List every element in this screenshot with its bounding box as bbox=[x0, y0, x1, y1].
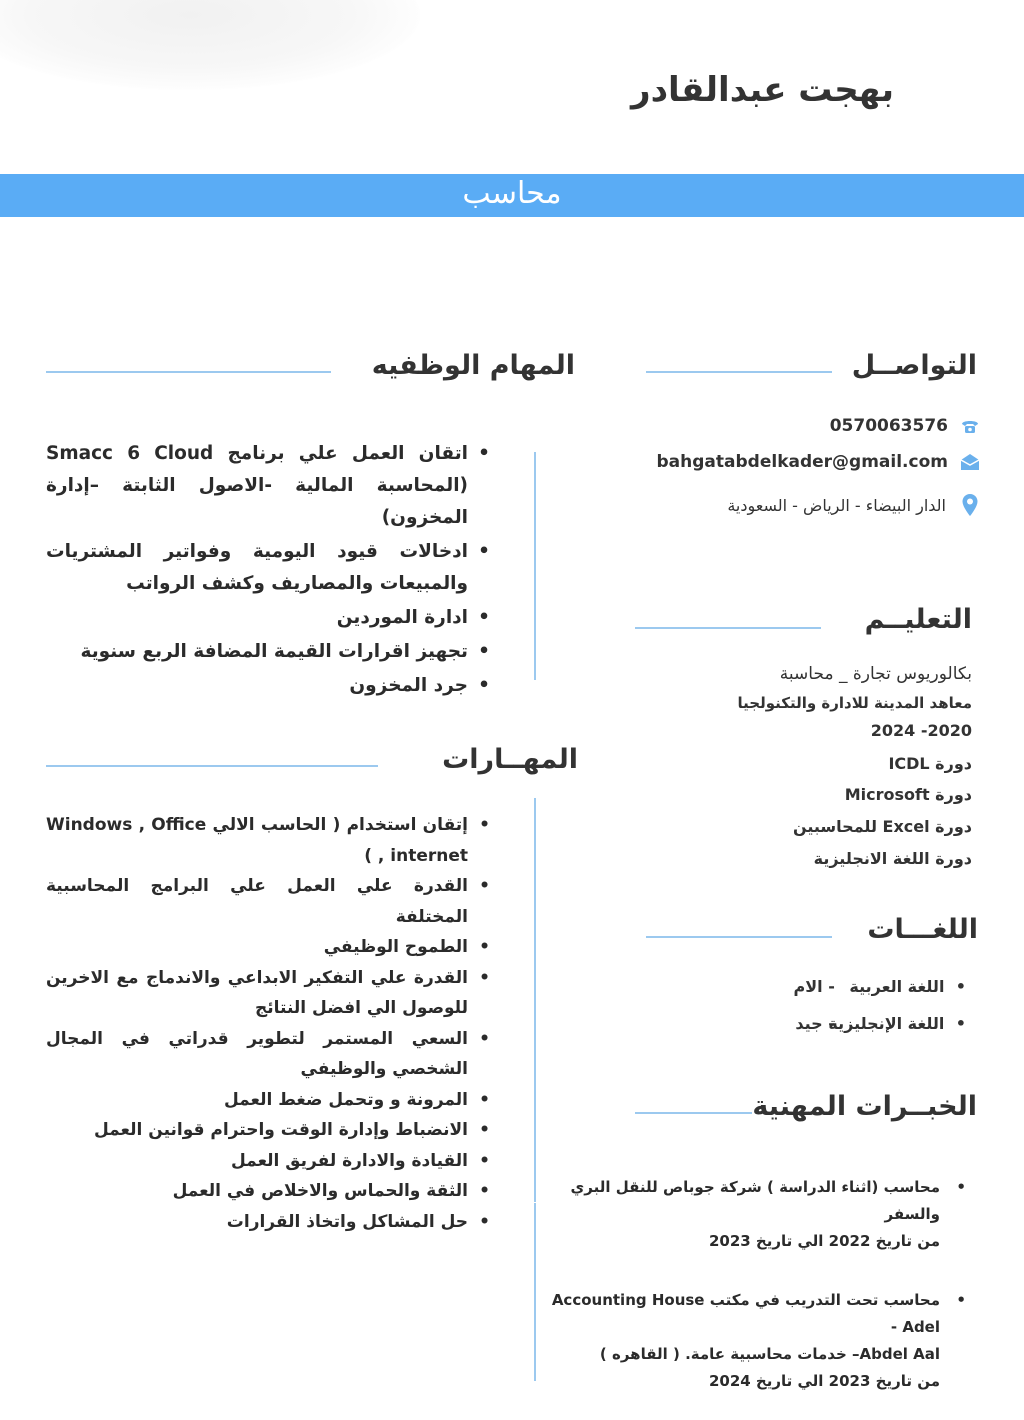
email-address[interactable]: bahgatabdelkader@gmail.com bbox=[656, 452, 948, 472]
skills-vertical-line bbox=[534, 798, 536, 1202]
address: الدار البيضاء - الرياض - السعودية bbox=[727, 495, 946, 515]
education-years: 2020- 2024 bbox=[870, 721, 972, 740]
contact-email-row bbox=[657, 452, 980, 472]
job-title-band bbox=[0, 174, 1024, 217]
duties-list bbox=[46, 438, 490, 704]
skill-item: • القدرة علي التفكير الابداعي والاندماج مع الاخرين للوصول الي افضل النتائج bbox=[46, 963, 490, 1024]
language-name: اللغة العربية bbox=[849, 977, 945, 996]
education-institute: معاهد المدينة للادارة والتكنولجيا bbox=[737, 694, 972, 712]
experience-line: • محاسب تحت التدريب في مكتب Accounting House - Adel bbox=[551, 1291, 940, 1336]
duties-divider bbox=[46, 371, 331, 373]
duty-item: • تجهيز اقرارات القيمة المضافة الربع سنوية bbox=[46, 636, 490, 668]
experience-line: • محاسب (اثناء الدراسة ) شركة جوباص للنقل البري والسفر bbox=[570, 1178, 940, 1223]
experience-heading: الخبــرات المهنية bbox=[752, 1091, 977, 1122]
education-degree: بكالوريوس تجارة _ محاسبة bbox=[779, 664, 972, 684]
skill-item: • الثقة والحماس والاخلاص في العمل bbox=[46, 1176, 490, 1207]
experience-item bbox=[546, 1174, 966, 1255]
experience-line: من تاريخ 2023 الي تاريخ 2024 bbox=[708, 1372, 940, 1390]
duty-item: • ادخالات قيود اليومية وفواتير المشتريات والمبيعات والمصاريف وكشف الرواتب bbox=[46, 536, 490, 600]
experience-line: Abdel Aal– خدمات محاسبية عامة. ( القاهره ) bbox=[599, 1345, 940, 1363]
duty-item: • جرد المخزون bbox=[46, 670, 490, 702]
course-item: دورة Microsoft bbox=[844, 785, 972, 804]
language-level: - جيد bbox=[795, 1014, 835, 1033]
skill-item: • إتقان استخدام ( الحاسب الالي Windows , Office , internet ) bbox=[46, 810, 490, 871]
contact-heading: التواصــل bbox=[851, 350, 977, 381]
experience-line: من تاريخ 2022 الي تاريخ 2023 bbox=[708, 1232, 940, 1250]
contact-divider bbox=[646, 371, 832, 373]
skill-item: • الانضباط وإدارة الوقت واحترام قوانين العمل bbox=[46, 1115, 490, 1146]
course-item: دورة اللغة الانجليزية bbox=[813, 849, 972, 868]
duty-item: • اتقان العمل علي برنامج Smacc 6 Cloud (المحاسبة المالية -الاصول الثابتة –إدارة المخزون) bbox=[46, 438, 490, 534]
skill-item: • القدرة علي العمل علي البرامج المحاسبية المختلفة bbox=[46, 871, 490, 932]
experience-divider bbox=[635, 1112, 752, 1114]
languages-heading: اللغـــات bbox=[867, 914, 978, 945]
education-heading: التعليــم bbox=[864, 604, 972, 635]
contact-address-row bbox=[727, 495, 980, 515]
skill-item: • القيادة والادارة لفريق العمل bbox=[46, 1146, 490, 1177]
duty-item: • ادارة الموردين bbox=[46, 602, 490, 634]
skills-heading: المهــارات bbox=[442, 744, 578, 775]
language-level: - الام bbox=[793, 977, 835, 996]
person-name: بهجت عبدالقادر bbox=[631, 70, 894, 110]
job-title: محاسب bbox=[462, 176, 562, 211]
location-pin-icon bbox=[960, 495, 980, 515]
phone-number[interactable]: 0570063576 bbox=[829, 416, 948, 436]
course-item: دورة Excel للمحاسبين bbox=[792, 817, 972, 836]
phone-icon bbox=[960, 416, 980, 436]
course-item: دورة ICDL bbox=[888, 754, 972, 773]
language-row: • اللغة الإنجليزية - جيد bbox=[775, 1014, 966, 1033]
skill-item: • الطموح الوظيفي bbox=[46, 932, 490, 963]
skill-item: • حل المشاكل واتخاذ القرارات bbox=[46, 1207, 490, 1238]
education-divider bbox=[635, 627, 821, 629]
duties-heading: المهام الوظفيه bbox=[371, 350, 575, 381]
experience-item bbox=[546, 1287, 966, 1395]
experience-list bbox=[546, 1174, 966, 1395]
skills-list bbox=[46, 810, 490, 1237]
email-icon bbox=[960, 452, 980, 472]
language-name: اللغة الإنجليزية bbox=[828, 1014, 945, 1033]
decorative-glow bbox=[0, 0, 420, 90]
language-row: • اللغة العربية - الام bbox=[775, 977, 966, 996]
experience-vertical-line bbox=[534, 1203, 536, 1381]
skill-item: • المرونة و وتحمل ضغط العمل bbox=[46, 1085, 490, 1116]
skills-divider bbox=[46, 765, 378, 767]
languages-divider bbox=[646, 936, 832, 938]
duties-vertical-line bbox=[534, 452, 536, 680]
contact-phone-row bbox=[830, 416, 980, 436]
skill-item: • السعي المستمر لتطوير قدراتي في المجال الشخصي والوظيفي bbox=[46, 1024, 490, 1085]
